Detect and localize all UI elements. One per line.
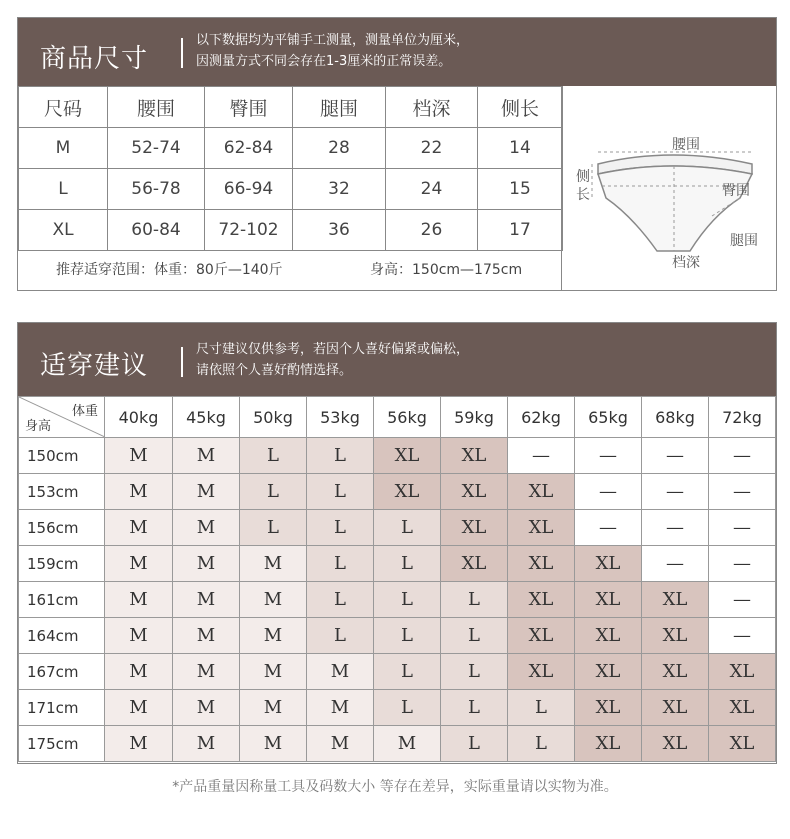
weight-axis-label: 体重 — [72, 404, 99, 419]
fit-size-cell: — — [708, 474, 775, 510]
height-header-cell: 161cm — [19, 582, 105, 618]
weight-header-cell: 72kg — [708, 397, 775, 438]
fit-size-cell: L — [440, 690, 507, 726]
fit-note-line-2: 请依照个人喜好酌情选择。 — [196, 363, 353, 378]
recommend-range — [18, 250, 561, 290]
size-table-row — [19, 169, 563, 210]
weight-header-cell: 40kg — [105, 397, 173, 438]
fit-size-cell: XL — [574, 690, 641, 726]
fit-header — [18, 323, 776, 396]
fit-size-cell: — — [641, 510, 708, 546]
fit-size-cell: L — [507, 690, 574, 726]
size-chart-note — [196, 30, 469, 72]
fit-table-row — [19, 582, 776, 618]
footnote: *产品重量因称量工具及码数大小 等存在差异，实际重量请以实物为准。 — [172, 779, 618, 795]
weight-header-cell: 56kg — [373, 397, 440, 438]
fit-size-cell: — — [708, 510, 775, 546]
recommend-height: 身高：150cm—175cm — [370, 262, 523, 278]
fit-size-cell: M — [172, 438, 239, 474]
fit-size-cell: XL — [574, 654, 641, 690]
fit-size-cell: L — [507, 726, 574, 762]
fit-table-header-row — [19, 397, 776, 438]
recommend-weight: 推荐适穿范围：体重：80斤—140斤 — [56, 262, 283, 278]
fit-size-cell: XL — [641, 690, 708, 726]
fit-size-cell: L — [440, 654, 507, 690]
fit-size-cell: XL — [574, 618, 641, 654]
fit-size-cell: L — [306, 510, 373, 546]
fit-size-cell: L — [440, 582, 507, 618]
height-header-cell: 164cm — [19, 618, 105, 654]
hip-label: 臀围 — [722, 183, 750, 199]
fit-note-line-1: 尺寸建议仅供参考，若因个人喜好偏紧或偏松， — [196, 342, 470, 357]
fit-size-cell: XL — [708, 690, 775, 726]
size-cell: M — [19, 128, 108, 169]
height-header-cell: 150cm — [19, 438, 105, 474]
size-header-cell: 尺码 — [19, 87, 108, 128]
fit-size-cell: M — [306, 726, 373, 762]
size-cell: L — [19, 169, 108, 210]
fit-size-cell: M — [105, 474, 173, 510]
height-header-cell: 175cm — [19, 726, 105, 762]
fit-size-cell: M — [172, 474, 239, 510]
fit-size-cell: — — [507, 438, 574, 474]
size-table-header-row — [19, 87, 563, 128]
fit-size-cell: XL — [440, 510, 507, 546]
fit-size-cell: XL — [507, 582, 574, 618]
corner-cell — [19, 397, 105, 438]
size-cell: 66-94 — [205, 169, 293, 210]
fit-table — [18, 396, 776, 762]
fit-size-cell: — — [708, 618, 775, 654]
fit-size-cell: — — [708, 438, 775, 474]
leg-label: 腿围 — [730, 233, 758, 249]
fit-size-cell: XL — [507, 474, 574, 510]
fit-size-cell: M — [172, 618, 239, 654]
fit-size-cell: M — [306, 690, 373, 726]
fit-size-cell: — — [708, 582, 775, 618]
weight-header-cell: 53kg — [306, 397, 373, 438]
size-cell: 28 — [293, 128, 386, 169]
fit-size-cell: M — [239, 618, 306, 654]
fit-size-cell: L — [373, 618, 440, 654]
fit-size-cell: L — [306, 546, 373, 582]
fit-size-cell: M — [239, 582, 306, 618]
size-cell: 15 — [478, 169, 563, 210]
fit-size-cell: M — [306, 654, 373, 690]
fit-size-cell: L — [373, 654, 440, 690]
fit-size-cell: XL — [708, 654, 775, 690]
fit-size-cell: L — [373, 546, 440, 582]
size-note-line-2: 因测量方式不同会存在1-3厘米的正常误差。 — [196, 54, 452, 69]
size-cell: 32 — [293, 169, 386, 210]
size-cell: 52-74 — [108, 128, 205, 169]
fit-size-cell: XL — [641, 654, 708, 690]
fit-size-cell: XL — [440, 438, 507, 474]
fit-size-cell: XL — [641, 582, 708, 618]
size-cell: 26 — [386, 210, 478, 251]
fit-size-cell: M — [172, 546, 239, 582]
fit-size-cell: M — [105, 510, 173, 546]
weight-header-cell: 59kg — [440, 397, 507, 438]
fit-size-cell: L — [306, 438, 373, 474]
fit-note — [196, 339, 469, 381]
fit-size-cell: M — [105, 582, 173, 618]
fit-size-cell: L — [306, 474, 373, 510]
height-header-cell: 156cm — [19, 510, 105, 546]
fit-size-cell: L — [373, 690, 440, 726]
size-cell: 60-84 — [108, 210, 205, 251]
fit-size-cell: M — [239, 690, 306, 726]
weight-header-cell: 65kg — [574, 397, 641, 438]
side-length-label-2: 长 — [576, 187, 590, 203]
size-cell: 22 — [386, 128, 478, 169]
fit-size-cell: M — [239, 726, 306, 762]
fit-size-cell: XL — [507, 618, 574, 654]
fit-size-cell: L — [373, 582, 440, 618]
height-header-cell: 159cm — [19, 546, 105, 582]
size-table-row — [19, 210, 563, 251]
fit-size-cell: — — [574, 510, 641, 546]
fit-size-cell: XL — [373, 438, 440, 474]
fit-size-cell: M — [172, 726, 239, 762]
fit-size-cell: M — [105, 726, 173, 762]
fit-size-cell: XL — [440, 546, 507, 582]
size-cell: 62-84 — [205, 128, 293, 169]
header-divider — [181, 38, 183, 68]
fit-title: 适穿建议 — [40, 351, 149, 381]
fit-table-row — [19, 474, 776, 510]
side-length-label-1: 侧 — [576, 169, 590, 185]
weight-header-cell: 62kg — [507, 397, 574, 438]
fit-size-cell: M — [105, 546, 173, 582]
weight-header-cell: 68kg — [641, 397, 708, 438]
fit-size-cell: XL — [574, 546, 641, 582]
fit-size-cell: — — [641, 474, 708, 510]
fit-size-cell: XL — [440, 474, 507, 510]
size-header-cell: 臀围 — [205, 87, 293, 128]
size-chart-panel — [17, 17, 777, 291]
rise-label: 档深 — [672, 255, 700, 271]
fit-size-cell: — — [708, 546, 775, 582]
fit-size-cell: L — [306, 582, 373, 618]
size-cell: 36 — [293, 210, 386, 251]
fit-size-cell: L — [239, 474, 306, 510]
fit-table-row — [19, 546, 776, 582]
fit-size-cell: XL — [373, 474, 440, 510]
size-cell: 56-78 — [108, 169, 205, 210]
fit-size-cell: — — [641, 438, 708, 474]
fit-size-cell: XL — [507, 510, 574, 546]
fit-size-cell: M — [373, 726, 440, 762]
fit-size-cell: M — [172, 510, 239, 546]
weight-header-cell: 45kg — [172, 397, 239, 438]
fit-size-cell: XL — [507, 654, 574, 690]
height-header-cell: 171cm — [19, 690, 105, 726]
fit-size-cell: M — [172, 654, 239, 690]
fit-size-cell: L — [440, 618, 507, 654]
size-cell: 24 — [386, 169, 478, 210]
size-table — [18, 86, 563, 251]
fit-table-row — [19, 618, 776, 654]
size-note-line-1: 以下数据均为平铺手工测量，测量单位为厘米， — [196, 33, 470, 48]
size-cell: 14 — [478, 128, 563, 169]
waist-label: 腰围 — [672, 137, 700, 153]
fit-recommendation-panel — [17, 322, 777, 764]
fit-size-cell: M — [172, 690, 239, 726]
fit-size-cell: M — [239, 654, 306, 690]
size-cell: 72-102 — [205, 210, 293, 251]
header-divider — [181, 347, 183, 377]
fit-size-cell: XL — [574, 582, 641, 618]
fit-size-cell: M — [105, 690, 173, 726]
garment-diagram — [561, 86, 778, 290]
fit-size-cell: M — [239, 546, 306, 582]
fit-table-row — [19, 438, 776, 474]
fit-size-cell: XL — [507, 546, 574, 582]
size-table-row — [19, 128, 563, 169]
fit-size-cell: M — [105, 438, 173, 474]
size-cell: 17 — [478, 210, 563, 251]
height-axis-label: 身高 — [25, 419, 52, 434]
fit-size-cell: M — [105, 618, 173, 654]
height-header-cell: 153cm — [19, 474, 105, 510]
size-chart-header — [18, 18, 776, 86]
fit-size-cell: — — [641, 546, 708, 582]
fit-size-cell: L — [239, 438, 306, 474]
size-header-cell: 档深 — [386, 87, 478, 128]
fit-size-cell: XL — [641, 618, 708, 654]
fit-size-cell: M — [105, 654, 173, 690]
weight-header-cell: 50kg — [239, 397, 306, 438]
fit-table-row — [19, 654, 776, 690]
fit-size-cell: XL — [641, 726, 708, 762]
fit-size-cell: XL — [708, 726, 775, 762]
fit-size-cell: L — [373, 510, 440, 546]
fit-size-cell: L — [440, 726, 507, 762]
fit-table-row — [19, 726, 776, 762]
height-header-cell: 167cm — [19, 654, 105, 690]
fit-size-cell: M — [172, 582, 239, 618]
fit-table-row — [19, 690, 776, 726]
size-header-cell: 侧长 — [478, 87, 563, 128]
size-header-cell: 腰围 — [108, 87, 205, 128]
fit-size-cell: XL — [574, 726, 641, 762]
size-header-cell: 腿围 — [293, 87, 386, 128]
size-chart-title: 商品尺寸 — [40, 44, 149, 74]
fit-size-cell: — — [574, 438, 641, 474]
fit-size-cell: L — [239, 510, 306, 546]
size-cell: XL — [19, 210, 108, 251]
fit-size-cell: — — [574, 474, 641, 510]
fit-size-cell: L — [306, 618, 373, 654]
fit-table-row — [19, 510, 776, 546]
